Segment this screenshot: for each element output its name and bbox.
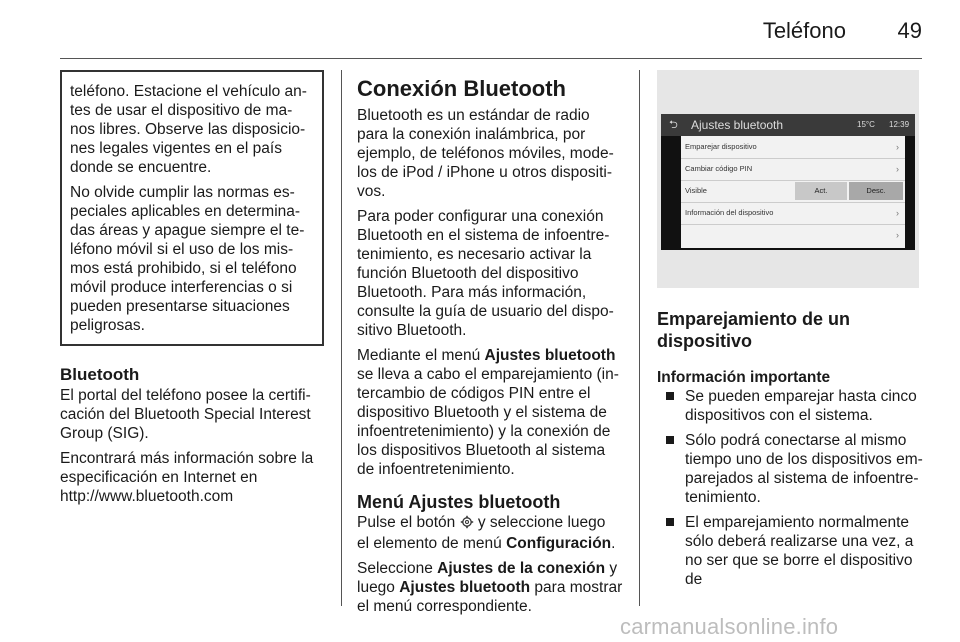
screen-menu-item bbox=[681, 180, 905, 203]
bluetooth-text: Encontrará más información sobre la bbox=[60, 450, 314, 467]
body-line: los dispositivos Bluetooth al sistema bbox=[357, 442, 606, 459]
body-line: se lleva a cabo el emparejamiento (in- bbox=[357, 366, 619, 383]
screen-menu-item[interactable] bbox=[681, 202, 905, 225]
menu-name: Ajustes bluetooth bbox=[484, 347, 616, 364]
body-text: el elemento de menú bbox=[357, 535, 507, 552]
column-divider-2 bbox=[639, 70, 640, 606]
screen-title: Ajustes bluetooth bbox=[691, 118, 784, 132]
bullet-line: no ser que se borre el dispositivo de bbox=[685, 552, 913, 588]
section-heading: Conexión Bluetooth bbox=[357, 76, 566, 101]
section-heading: Emparejamiento de un bbox=[657, 309, 851, 329]
screen-menu-label: Visible bbox=[685, 186, 707, 195]
warning-line: nes legales vigentes en el país bbox=[70, 140, 282, 157]
visible-on-button[interactable]: Act. bbox=[795, 182, 847, 200]
body-line: de infoentretenimiento. bbox=[357, 461, 515, 478]
bullet-line: Sólo podrá conectarse al mismo bbox=[685, 432, 907, 449]
bluetooth-text: Group (SIG). bbox=[60, 425, 149, 442]
page-number: 49 bbox=[897, 18, 922, 43]
screen-temperature: 15°C bbox=[857, 120, 875, 129]
body-text: Pulse el botón bbox=[357, 514, 460, 531]
body-line: ejemplo, de teléfonos móviles, mode- bbox=[357, 145, 614, 162]
back-arrow-icon[interactable]: ⮌ bbox=[669, 119, 678, 131]
menu-name: Ajustes de la conexión bbox=[437, 560, 606, 577]
body-text: Seleccione bbox=[357, 560, 438, 577]
bluetooth-text: El portal del teléfono posee la certifi- bbox=[60, 387, 311, 404]
body-line bbox=[357, 578, 625, 597]
body-line: vos. bbox=[357, 183, 386, 200]
bullet-item bbox=[657, 513, 923, 589]
bullet-square-icon bbox=[666, 518, 674, 526]
body-line bbox=[357, 513, 625, 534]
warning-line: tes de usar el dispositivo de ma- bbox=[70, 102, 293, 119]
subsection-heading: Menú Ajustes bluetooth bbox=[357, 492, 561, 512]
column-3 bbox=[657, 70, 923, 595]
screen-menu-label: Cambiar código PIN bbox=[685, 164, 753, 173]
section-heading: dispositivo bbox=[657, 331, 753, 351]
body-text: para mostrar bbox=[530, 579, 623, 596]
watermark: carmanualsonline.info bbox=[620, 614, 839, 639]
body-line: para la conexión inalámbrica, por bbox=[357, 126, 586, 143]
menu-name: Ajustes bluetooth bbox=[399, 579, 531, 596]
body-line bbox=[357, 559, 625, 578]
body-line: Para poder configurar una conexión bbox=[357, 208, 604, 225]
body-line bbox=[357, 534, 625, 553]
bullet-item bbox=[657, 387, 923, 425]
bullet-line: El emparejamiento normalmente bbox=[685, 514, 909, 531]
bullet-square-icon bbox=[666, 392, 674, 400]
warning-line: nos libres. Observe las disposicio- bbox=[70, 121, 306, 138]
chevron-right-icon: › bbox=[896, 208, 899, 218]
bullet-square-icon bbox=[666, 436, 674, 444]
infotainment-screenshot bbox=[657, 70, 919, 288]
warning-line: mos está prohibido, si el teléfono bbox=[70, 260, 297, 277]
settings-icon bbox=[460, 515, 474, 534]
screen-menu-list bbox=[681, 136, 905, 248]
bullet-line: parejados al sistema de infoentre- bbox=[685, 470, 919, 487]
body-text: y seleccione luego bbox=[473, 514, 606, 531]
warning-line: peligrosas. bbox=[70, 317, 145, 334]
body-line bbox=[357, 346, 625, 365]
body-line: Bluetooth es un estándar de radio bbox=[357, 107, 590, 124]
chevron-right-icon: › bbox=[896, 142, 899, 152]
screen-menu-item[interactable] bbox=[681, 136, 905, 159]
body-text: Mediante el menú bbox=[357, 347, 485, 364]
chevron-right-icon: › bbox=[896, 164, 899, 174]
screen-clock: 12:39 bbox=[889, 120, 910, 129]
body-line: consulte la guía de usuario del dispo- bbox=[357, 303, 614, 320]
warning-line: léfono móvil si el uso de los mis- bbox=[70, 241, 294, 258]
bullet-item bbox=[657, 431, 923, 507]
body-line: sitivo Bluetooth. bbox=[357, 322, 467, 339]
body-line: tenimiento, es necesario activar la bbox=[357, 246, 592, 263]
column-1 bbox=[60, 70, 324, 506]
warning-box bbox=[60, 70, 324, 346]
chevron-right-icon: › bbox=[896, 230, 899, 240]
warning-line: donde se encuentre. bbox=[70, 159, 212, 176]
body-text: luego bbox=[357, 579, 400, 596]
bluetooth-text: especificación en Internet en bbox=[60, 469, 258, 486]
screen-title-bar bbox=[661, 114, 915, 136]
warning-line: das áreas y apague siempre el te- bbox=[70, 222, 305, 239]
page-title: Teléfono bbox=[762, 18, 846, 43]
bullet-line: dispositivos con el sistema. bbox=[685, 407, 873, 424]
screen-menu-item[interactable] bbox=[681, 224, 905, 246]
warning-line: No olvide cumplir las normas es- bbox=[70, 184, 295, 201]
bluetooth-heading: Bluetooth bbox=[60, 365, 140, 384]
screen-menu-item[interactable] bbox=[681, 158, 905, 181]
column-2 bbox=[357, 76, 625, 616]
screen-menu-label: Información del dispositivo bbox=[685, 208, 774, 217]
visible-off-button[interactable]: Desc. bbox=[849, 182, 903, 200]
body-line: los de iPod / iPhone u otros dispositi- bbox=[357, 164, 613, 181]
body-line: dispositivo Bluetooth y el sistema de bbox=[357, 404, 607, 421]
bullet-line: Se pueden emparejar hasta cinco bbox=[685, 388, 917, 405]
info-heading: Información importante bbox=[657, 369, 831, 386]
warning-line: teléfono. Estacione el vehículo an- bbox=[70, 83, 307, 100]
body-line: Bluetooth. Para más información, bbox=[357, 284, 587, 301]
bullet-line: sólo deberá realizarse una vez, a bbox=[685, 533, 914, 550]
body-line: función Bluetooth del dispositivo bbox=[357, 265, 579, 282]
bullet-list bbox=[657, 387, 923, 589]
screen-menu-label: Emparejar dispositivo bbox=[685, 142, 757, 151]
warning-line: peciales aplicables en determina- bbox=[70, 203, 301, 220]
bluetooth-text: cación del Bluetooth Special Interest bbox=[60, 406, 311, 423]
body-line: Bluetooth en el sistema de infoentre- bbox=[357, 227, 610, 244]
warning-line: pueden presentarse situaciones bbox=[70, 298, 290, 315]
body-text: y bbox=[605, 560, 618, 577]
body-line: infoentretenimiento) y la conexión de bbox=[357, 423, 611, 440]
page-header bbox=[60, 0, 922, 59]
body-text: . bbox=[611, 535, 616, 552]
bullet-line: tiempo uno de los dispositivos em- bbox=[685, 451, 923, 468]
bluetooth-url[interactable]: http://www.bluetooth.com bbox=[60, 488, 234, 505]
column-divider-1 bbox=[341, 70, 342, 606]
body-line: el menú correspondiente. bbox=[357, 598, 532, 615]
warning-line: móvil produce interferencias o si bbox=[70, 279, 293, 296]
menu-name: Configuración bbox=[506, 535, 612, 552]
body-line: tercambio de códigos PIN entre el bbox=[357, 385, 591, 402]
bullet-line: tenimiento. bbox=[685, 489, 761, 506]
